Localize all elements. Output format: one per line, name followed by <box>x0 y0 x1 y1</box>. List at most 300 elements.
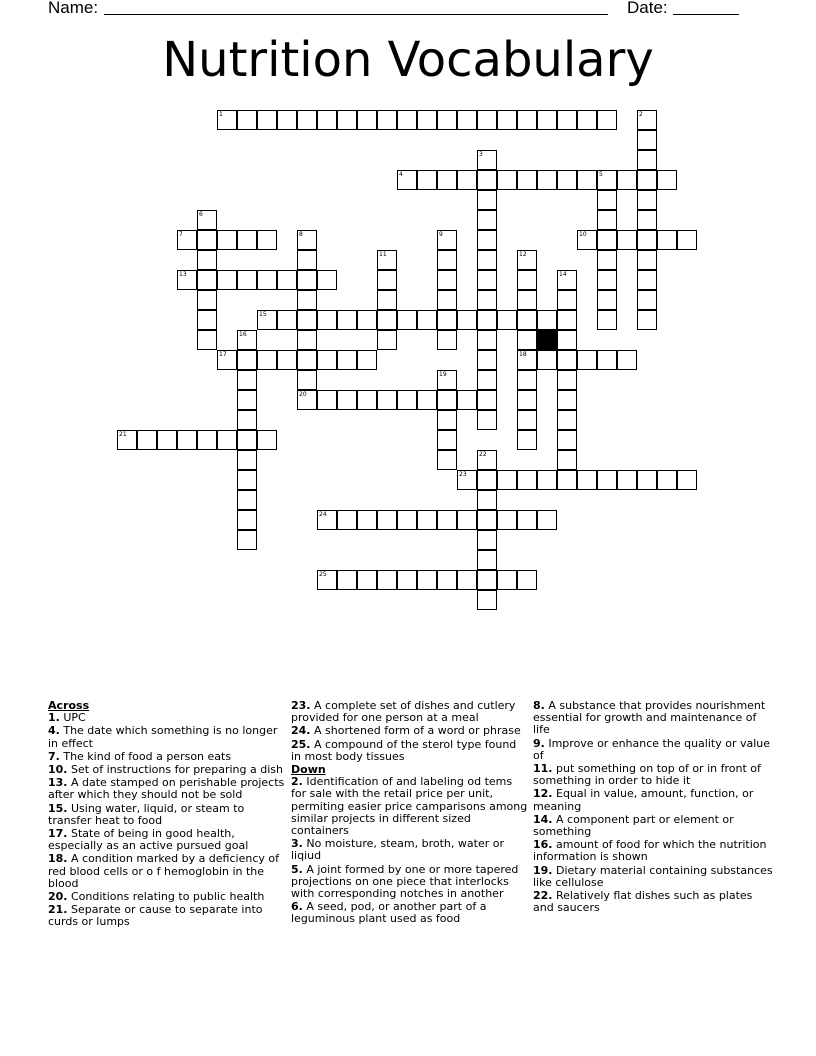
grid-cell[interactable] <box>417 510 437 530</box>
grid-cell[interactable] <box>437 310 457 330</box>
grid-cell[interactable] <box>137 430 157 450</box>
grid-cell[interactable] <box>517 470 537 490</box>
grid-cell[interactable] <box>477 270 497 290</box>
grid-cell[interactable] <box>237 230 257 250</box>
grid-cell[interactable] <box>557 270 577 290</box>
grid-cell[interactable] <box>637 110 657 130</box>
grid-cell[interactable] <box>497 570 517 590</box>
grid-cell[interactable] <box>417 310 437 330</box>
grid-cell[interactable] <box>517 370 537 390</box>
grid-cell[interactable] <box>297 330 317 350</box>
grid-cell[interactable] <box>597 310 617 330</box>
grid-cell[interactable] <box>237 530 257 550</box>
grid-cell[interactable] <box>637 310 657 330</box>
cell-number: 9 <box>439 231 443 238</box>
clue-down-16 <box>533 839 773 863</box>
clue-down-8 <box>533 700 773 737</box>
grid-cell[interactable] <box>357 390 377 410</box>
grid-cell[interactable] <box>597 170 617 190</box>
clue-number: 15. <box>48 801 68 815</box>
grid-cell[interactable] <box>637 170 657 190</box>
clue-down-11 <box>533 763 773 787</box>
name-field-line[interactable] <box>104 14 608 15</box>
grid-cell[interactable] <box>517 310 537 330</box>
grid-cell[interactable] <box>457 310 477 330</box>
clue-down-22 <box>533 890 773 914</box>
clue-number: 19. <box>533 863 553 877</box>
grid-cell[interactable] <box>177 270 197 290</box>
grid-cell[interactable] <box>477 250 497 270</box>
grid-cell[interactable] <box>557 470 577 490</box>
grid-cell[interactable] <box>417 570 437 590</box>
grid-cell[interactable] <box>377 270 397 290</box>
clue-text: A shortened form of a word or phrase <box>314 724 521 738</box>
grid-cell[interactable] <box>557 450 577 470</box>
grid-cell[interactable] <box>557 370 577 390</box>
cell-number: 8 <box>299 231 303 238</box>
grid-cell[interactable] <box>437 510 457 530</box>
grid-cell[interactable] <box>237 330 257 350</box>
clue-across-18 <box>48 853 286 890</box>
clue-text: A substance that provides nourishment essential for growth and maintenance of life <box>533 699 766 737</box>
grid-cell[interactable] <box>577 170 597 190</box>
clue-down-5 <box>291 864 529 901</box>
grid-cell[interactable] <box>397 310 417 330</box>
grid-cell[interactable] <box>437 330 457 350</box>
grid-cell[interactable] <box>277 270 297 290</box>
grid-cell[interactable] <box>597 210 617 230</box>
grid-cell[interactable] <box>557 170 577 190</box>
grid-cell[interactable] <box>557 350 577 370</box>
cell-number: 21 <box>119 431 127 438</box>
grid-cell[interactable] <box>197 310 217 330</box>
grid-cell[interactable] <box>317 570 337 590</box>
grid-cell[interactable] <box>197 330 217 350</box>
clue-number: 20. <box>48 890 68 904</box>
grid-cell[interactable] <box>617 350 637 370</box>
clue-number: 4. <box>48 724 60 738</box>
grid-cell[interactable] <box>377 290 397 310</box>
grid-cell[interactable] <box>497 310 517 330</box>
grid-cell[interactable] <box>237 110 257 130</box>
grid-cell[interactable] <box>497 110 517 130</box>
grid-cell[interactable] <box>297 350 317 370</box>
grid-cell[interactable] <box>497 510 517 530</box>
clue-text: Separate or cause to separate into curds or lumps <box>48 903 263 929</box>
grid-cell[interactable] <box>437 410 457 430</box>
clue-number: 11. <box>533 762 553 776</box>
grid-cell[interactable] <box>537 470 557 490</box>
grid-cell[interactable] <box>257 110 277 130</box>
grid-cell[interactable] <box>297 370 317 390</box>
grid-cell[interactable] <box>597 350 617 370</box>
grid-cell[interactable] <box>477 110 497 130</box>
grid-cell[interactable] <box>297 310 317 330</box>
grid-cell[interactable] <box>337 570 357 590</box>
black-cell <box>537 330 557 350</box>
clue-down-3 <box>291 838 529 862</box>
clue-text: A condition marked by a deficiency of red blood cells or o f hemoglobin in the blood <box>48 852 279 890</box>
grid-cell[interactable] <box>457 390 477 410</box>
grid-cell[interactable] <box>517 570 537 590</box>
grid-cell[interactable] <box>337 390 357 410</box>
grid-cell[interactable] <box>357 350 377 370</box>
grid-cell[interactable] <box>637 290 657 310</box>
grid-cell[interactable] <box>637 470 657 490</box>
clue-text: A seed, pod, or another part of a leguminous plant used as food <box>291 900 487 926</box>
grid-cell[interactable] <box>477 570 497 590</box>
grid-cell[interactable] <box>297 290 317 310</box>
grid-cell[interactable] <box>197 290 217 310</box>
grid-cell[interactable] <box>377 250 397 270</box>
grid-cell[interactable] <box>437 110 457 130</box>
grid-cell[interactable] <box>637 250 657 270</box>
grid-cell[interactable] <box>277 310 297 330</box>
grid-cell[interactable] <box>437 430 457 450</box>
grid-cell[interactable] <box>537 310 557 330</box>
clue-text: A complete set of dishes and cutlery provided for one person at a meal <box>291 699 516 725</box>
grid-cell[interactable] <box>557 410 577 430</box>
grid-cell[interactable] <box>597 190 617 210</box>
grid-cell[interactable] <box>477 590 497 610</box>
clue-number: 23. <box>291 699 311 712</box>
grid-cell[interactable] <box>477 470 497 490</box>
cell-number: 12 <box>519 251 527 258</box>
grid-cell[interactable] <box>577 230 597 250</box>
cell-number: 15 <box>259 311 267 318</box>
grid-cell[interactable] <box>437 230 457 250</box>
clue-across-10 <box>48 764 286 776</box>
grid-cell[interactable] <box>657 230 677 250</box>
grid-cell[interactable] <box>317 110 337 130</box>
grid-cell[interactable] <box>397 170 417 190</box>
grid-cell[interactable] <box>197 430 217 450</box>
grid-cell[interactable] <box>237 490 257 510</box>
grid-cell[interactable] <box>437 570 457 590</box>
grid-cell[interactable] <box>557 430 577 450</box>
grid-cell[interactable] <box>477 550 497 570</box>
clue-number: 3. <box>291 837 303 851</box>
grid-cell[interactable] <box>477 390 497 410</box>
grid-cell[interactable] <box>357 110 377 130</box>
grid-cell[interactable] <box>457 170 477 190</box>
grid-cell[interactable] <box>317 390 337 410</box>
grid-cell[interactable] <box>617 170 637 190</box>
grid-cell[interactable] <box>517 410 537 430</box>
clue-number: 22. <box>533 889 553 903</box>
clue-text: Equal in value, amount, function, or meaning <box>533 787 754 813</box>
clue-number: 21. <box>48 903 68 917</box>
clue-number: 6. <box>291 900 303 914</box>
clue-text: Identification of and labeling od tems for sale with the retail price per unit, permiting easier price camparisons among similar projects in different sized containers <box>291 775 528 838</box>
grid-cell[interactable] <box>617 470 637 490</box>
grid-cell[interactable] <box>257 430 277 450</box>
grid-cell[interactable] <box>297 250 317 270</box>
grid-cell[interactable] <box>517 350 537 370</box>
clue-text: Dietary material containing substances like cellulose <box>533 863 773 889</box>
grid-cell[interactable] <box>197 230 217 250</box>
clue-across-15 <box>48 803 286 827</box>
grid-cell[interactable] <box>297 270 317 290</box>
grid-cell[interactable] <box>377 330 397 350</box>
grid-cell[interactable] <box>517 290 537 310</box>
grid-cell[interactable] <box>197 250 217 270</box>
clue-text: Using water, liquid, or steam to transfer heat to food <box>48 801 245 827</box>
grid-cell[interactable] <box>457 510 477 530</box>
cell-number: 18 <box>519 351 527 358</box>
grid-cell[interactable] <box>257 310 277 330</box>
grid-cell[interactable] <box>577 350 597 370</box>
grid-cell[interactable] <box>557 110 577 130</box>
grid-cell[interactable] <box>337 510 357 530</box>
grid-cell[interactable] <box>197 210 217 230</box>
cell-number: 5 <box>599 171 603 178</box>
grid-cell[interactable] <box>297 110 317 130</box>
grid-cell[interactable] <box>557 330 577 350</box>
clue-text: Relatively flat dishes such as plates and saucers <box>533 889 753 915</box>
grid-cell[interactable] <box>237 350 257 370</box>
grid-cell[interactable] <box>437 390 457 410</box>
grid-cell[interactable] <box>517 170 537 190</box>
grid-cell[interactable] <box>557 310 577 330</box>
grid-cell[interactable] <box>537 350 557 370</box>
grid-cell[interactable] <box>437 250 457 270</box>
grid-cell[interactable] <box>217 230 237 250</box>
grid-cell[interactable] <box>517 510 537 530</box>
grid-cell[interactable] <box>377 570 397 590</box>
clue-across-7 <box>48 751 286 763</box>
grid-cell[interactable] <box>357 510 377 530</box>
crossword-grid <box>117 110 717 630</box>
grid-cell[interactable] <box>357 570 377 590</box>
grid-cell[interactable] <box>317 510 337 530</box>
grid-cell[interactable] <box>437 290 457 310</box>
grid-cell[interactable] <box>517 390 537 410</box>
grid-cell[interactable] <box>597 470 617 490</box>
cell-number: 25 <box>319 571 327 578</box>
cell-number: 2 <box>639 111 643 118</box>
grid-cell[interactable] <box>477 150 497 170</box>
grid-cell[interactable] <box>237 430 257 450</box>
grid-cell[interactable] <box>177 430 197 450</box>
grid-cell[interactable] <box>637 270 657 290</box>
grid-cell[interactable] <box>397 390 417 410</box>
grid-cell[interactable] <box>537 510 557 530</box>
clue-text: Set of instructions for preparing a dish <box>71 763 283 777</box>
cell-number: 4 <box>399 171 403 178</box>
cell-number: 11 <box>379 251 387 258</box>
grid-cell[interactable] <box>437 170 457 190</box>
grid-cell[interactable] <box>197 270 217 290</box>
grid-cell[interactable] <box>457 110 477 130</box>
grid-cell[interactable] <box>437 370 457 390</box>
grid-cell[interactable] <box>237 370 257 390</box>
grid-cell[interactable] <box>237 450 257 470</box>
grid-cell[interactable] <box>377 510 397 530</box>
grid-cell[interactable] <box>217 350 237 370</box>
grid-cell[interactable] <box>237 390 257 410</box>
grid-cell[interactable] <box>117 430 137 450</box>
clue-number: 5. <box>291 862 303 876</box>
grid-cell[interactable] <box>337 310 357 330</box>
grid-cell[interactable] <box>477 370 497 390</box>
grid-cell[interactable] <box>237 410 257 430</box>
grid-cell[interactable] <box>657 470 677 490</box>
clue-across-23 <box>291 700 529 724</box>
grid-cell[interactable] <box>317 270 337 290</box>
grid-cell[interactable] <box>677 470 697 490</box>
grid-cell[interactable] <box>477 170 497 190</box>
grid-cell[interactable] <box>477 490 497 510</box>
grid-cell[interactable] <box>537 170 557 190</box>
clue-number: 24. <box>291 724 311 738</box>
grid-cell[interactable] <box>577 110 597 130</box>
grid-cell[interactable] <box>317 350 337 370</box>
grid-cell[interactable] <box>517 250 537 270</box>
grid-cell[interactable] <box>597 250 617 270</box>
grid-cell[interactable] <box>637 190 657 210</box>
grid-cell[interactable] <box>377 110 397 130</box>
grid-cell[interactable] <box>477 290 497 310</box>
clue-text: Improve or enhance the quality or value of <box>533 736 771 762</box>
grid-cell[interactable] <box>517 110 537 130</box>
grid-cell[interactable] <box>477 330 497 350</box>
grid-cell[interactable] <box>517 330 537 350</box>
clue-across-25 <box>291 739 529 763</box>
grid-cell[interactable] <box>677 230 697 250</box>
clue-number: 18. <box>48 852 68 866</box>
grid-cell[interactable] <box>477 410 497 430</box>
clue-across-24 <box>291 725 529 737</box>
clue-text: No moisture, steam, broth, water or liqiud <box>291 837 504 863</box>
grid-cell[interactable] <box>237 270 257 290</box>
grid-cell[interactable] <box>537 110 557 130</box>
clue-text: put something on top of or in front of something in order to hide it <box>533 762 761 788</box>
grid-cell[interactable] <box>417 390 437 410</box>
cell-number: 14 <box>559 271 567 278</box>
grid-cell[interactable] <box>177 230 197 250</box>
grid-cell[interactable] <box>217 270 237 290</box>
grid-cell[interactable] <box>517 270 537 290</box>
grid-cell[interactable] <box>637 130 657 150</box>
cell-number: 20 <box>299 391 307 398</box>
grid-cell[interactable] <box>597 290 617 310</box>
grid-cell[interactable] <box>477 530 497 550</box>
grid-cell[interactable] <box>497 470 517 490</box>
grid-cell[interactable] <box>597 270 617 290</box>
clue-across-17 <box>48 828 286 852</box>
grid-cell[interactable] <box>637 230 657 250</box>
grid-cell[interactable] <box>297 230 317 250</box>
cell-number: 3 <box>479 151 483 158</box>
grid-cell[interactable] <box>577 470 597 490</box>
across-heading: Across <box>48 699 90 712</box>
grid-cell[interactable] <box>337 350 357 370</box>
grid-cell[interactable] <box>377 310 397 330</box>
clue-number: 17. <box>48 827 68 841</box>
cell-number: 13 <box>179 271 187 278</box>
cell-number: 10 <box>579 231 587 238</box>
grid-cell[interactable] <box>477 230 497 250</box>
grid-cell[interactable] <box>457 570 477 590</box>
clue-down-14 <box>533 814 773 838</box>
grid-cell[interactable] <box>477 210 497 230</box>
page-title: Nutrition Vocabulary <box>162 32 654 88</box>
date-field-line[interactable] <box>673 14 739 15</box>
grid-cell[interactable] <box>497 170 517 190</box>
cell-number: 17 <box>219 351 227 358</box>
clue-down-9 <box>533 738 773 762</box>
grid-cell[interactable] <box>337 110 357 130</box>
cell-number: 24 <box>319 511 327 518</box>
grid-cell[interactable] <box>477 310 497 330</box>
clue-number: 16. <box>533 838 553 852</box>
clue-number: 14. <box>533 812 553 826</box>
clues-column-1 <box>48 700 286 930</box>
grid-cell[interactable] <box>237 510 257 530</box>
clue-text: A joint formed by one or more tapered projections on one piece that interlocks with corresponding notches in another <box>291 862 519 901</box>
grid-cell[interactable] <box>437 270 457 290</box>
grid-cell[interactable] <box>477 510 497 530</box>
name-label: Name: <box>48 0 99 17</box>
grid-cell[interactable] <box>437 450 457 470</box>
grid-cell[interactable] <box>557 290 577 310</box>
grid-cell[interactable] <box>417 110 437 130</box>
grid-cell[interactable] <box>657 170 677 190</box>
grid-cell[interactable] <box>417 170 437 190</box>
grid-cell[interactable] <box>297 390 317 410</box>
grid-cell[interactable] <box>397 110 417 130</box>
grid-cell[interactable] <box>517 430 537 450</box>
grid-cell[interactable] <box>597 230 617 250</box>
grid-cell[interactable] <box>317 310 337 330</box>
grid-cell[interactable] <box>397 570 417 590</box>
grid-cell[interactable] <box>477 350 497 370</box>
cell-number: 19 <box>439 371 447 378</box>
grid-cell[interactable] <box>597 110 617 130</box>
grid-cell[interactable] <box>557 390 577 410</box>
grid-cell[interactable] <box>277 350 297 370</box>
grid-cell[interactable] <box>257 350 277 370</box>
grid-cell[interactable] <box>217 110 237 130</box>
grid-cell[interactable] <box>477 190 497 210</box>
clue-text: The date which something is no longer in effect <box>48 724 278 750</box>
grid-cell[interactable] <box>257 230 277 250</box>
grid-cell[interactable] <box>477 450 497 470</box>
grid-cell[interactable] <box>217 430 237 450</box>
clue-across-1 <box>48 712 286 724</box>
clue-number: 2. <box>291 775 303 789</box>
grid-cell[interactable] <box>617 230 637 250</box>
grid-cell[interactable] <box>257 270 277 290</box>
grid-cell[interactable] <box>637 210 657 230</box>
clue-text: amount of food for which the nutrition information is shown <box>533 838 767 864</box>
grid-cell[interactable] <box>357 310 377 330</box>
grid-cell[interactable] <box>397 510 417 530</box>
grid-cell[interactable] <box>237 470 257 490</box>
grid-cell[interactable] <box>457 470 477 490</box>
grid-cell[interactable] <box>277 110 297 130</box>
grid-cell[interactable] <box>157 430 177 450</box>
cell-number: 22 <box>479 451 487 458</box>
clue-text: A component part or element or something <box>533 812 734 839</box>
clue-down-19 <box>533 865 773 889</box>
clues-column-3 <box>533 700 773 915</box>
clue-number: 25. <box>291 737 311 751</box>
cell-number: 16 <box>239 331 247 338</box>
grid-cell[interactable] <box>637 150 657 170</box>
grid-cell[interactable] <box>377 390 397 410</box>
